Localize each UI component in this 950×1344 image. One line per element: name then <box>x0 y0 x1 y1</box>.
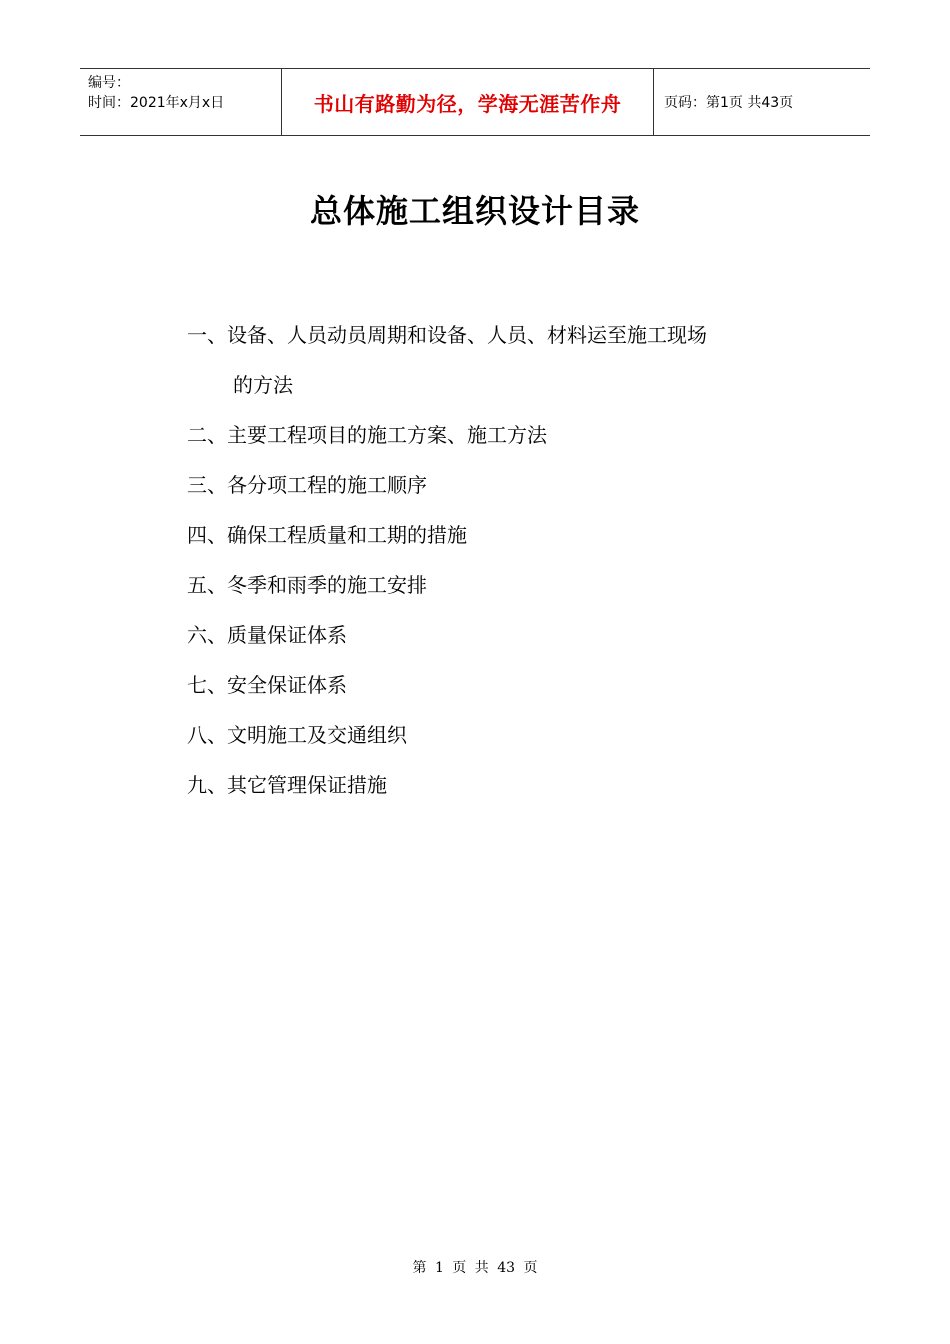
document-header <box>80 68 870 136</box>
number-label: 编号： <box>88 75 130 91</box>
toc-item-6: 六、质量保证体系 <box>187 623 347 647</box>
toc-item-9: 九、其它管理保证措施 <box>187 773 387 797</box>
toc-item-4: 四、确保工程质量和工期的措施 <box>187 523 467 547</box>
table-of-contents <box>187 310 827 810</box>
header-left-cell <box>80 69 281 135</box>
toc-item-2: 二、主要工程项目的施工方案、施工方法 <box>187 423 547 447</box>
page-title: 总体施工组织设计目录 <box>309 192 640 230</box>
header-page-info: 页码：第1页 共43页 <box>664 95 794 111</box>
page-footer: 第 1 页 共 43 页 <box>412 1260 538 1276</box>
toc-item-1: 一、设备、人员动员周期和设备、人员、材料运至施工现场 <box>187 323 707 347</box>
toc-item-1-continuation: 的方法 <box>233 373 293 397</box>
toc-item-8: 八、文明施工及交通组织 <box>187 723 407 747</box>
toc-item-3: 三、各分项工程的施工顺序 <box>187 473 427 497</box>
time-label: 时间：2021年x月x日 <box>88 95 225 111</box>
toc-item-5: 五、冬季和雨季的施工安排 <box>187 573 427 597</box>
toc-item-7: 七、安全保证体系 <box>187 673 347 697</box>
header-motto: 书山有路勤为径，学海无涯苦作舟 <box>281 69 654 135</box>
